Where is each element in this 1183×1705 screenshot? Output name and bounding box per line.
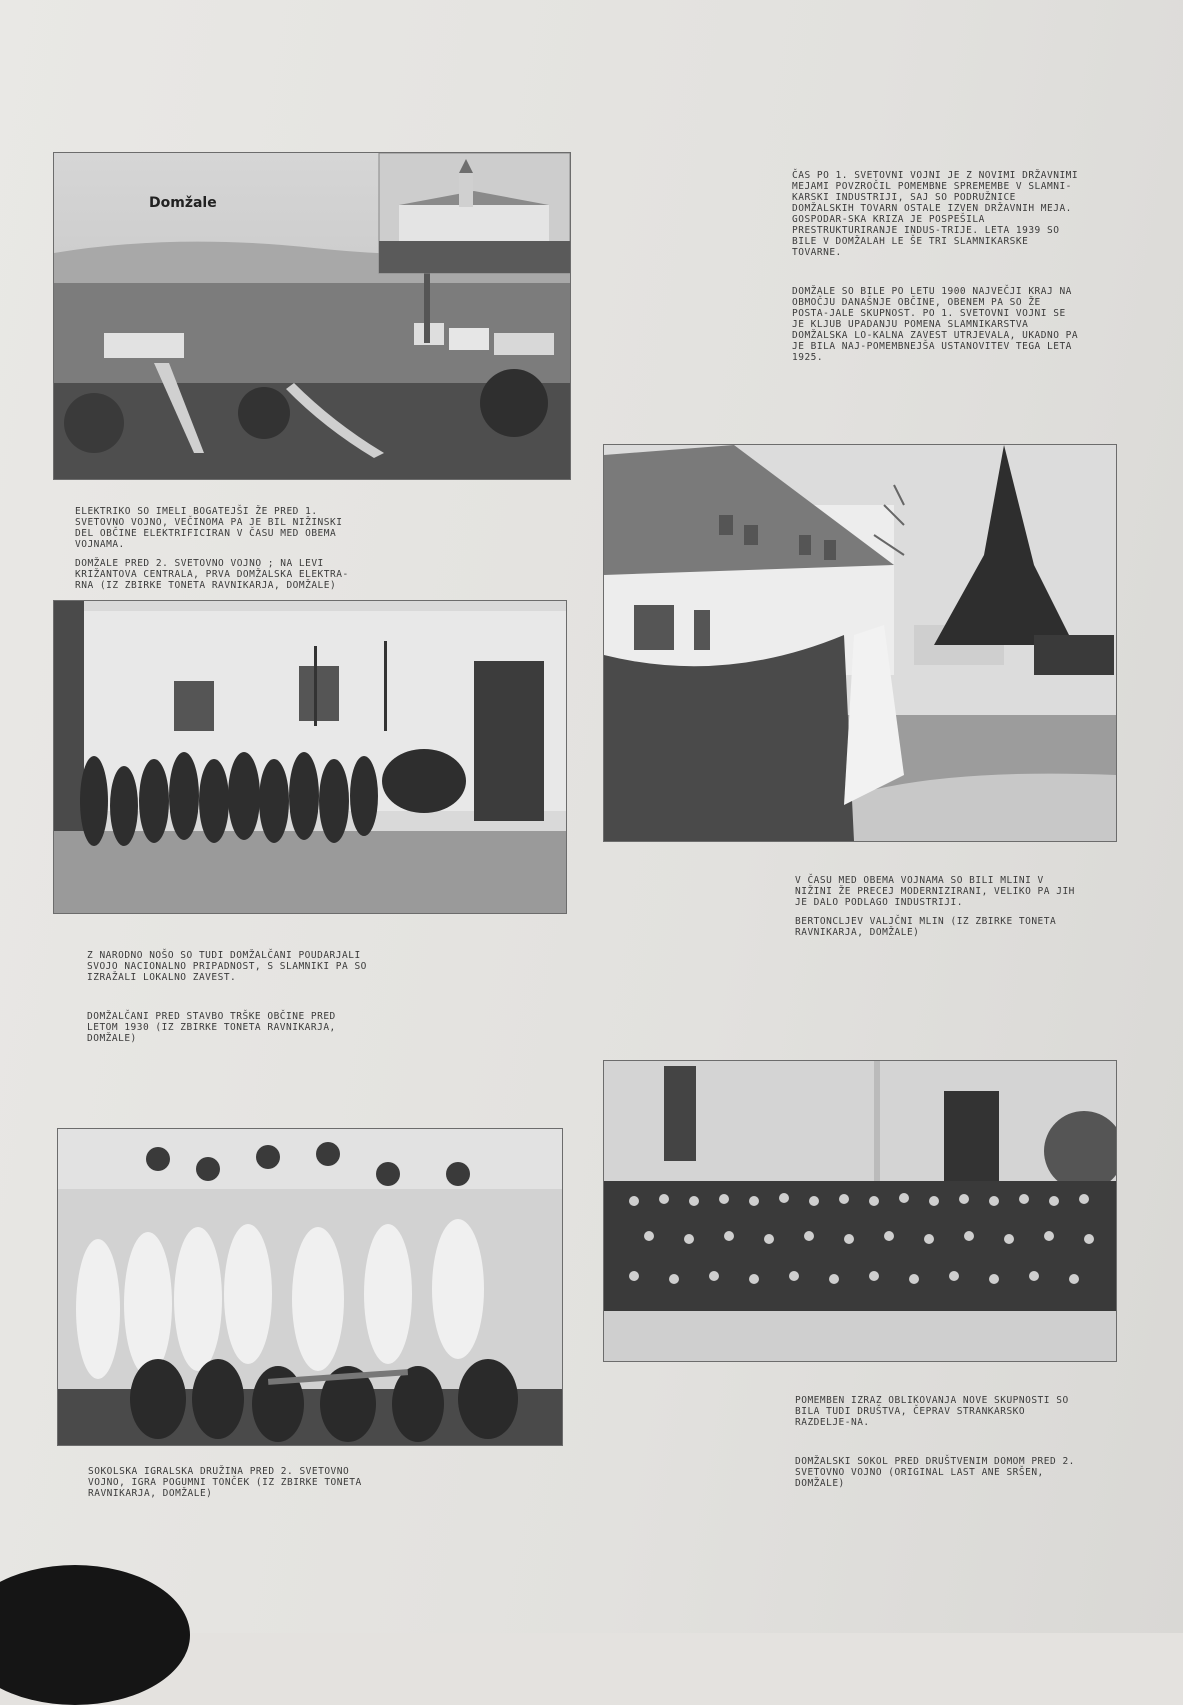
caption-top-right [792,170,1084,363]
caption-paragraph: DOMŽALČANI PRED STAVBO TRŠKE OBČINE PRED LETOM 1930 (IZ ZBIRKE TONETA RAVNIKARJA, DOMŽALE) [87,1011,336,1044]
sokol-theatre-photo [57,1128,563,1446]
caption-paragraph: BERTONCLJEV VALJČNI MLIN (IZ ZBIRKE TONETA RAVNIKARJA, DOMŽALE) [795,916,1057,938]
caption-paragraph: POMEMBEN IZRAZ OBLIKOVANJA NOVE SKUPNOSTI SO BILA TUDI DRUŠTVA, ČEPRAV STRANKARSKO RAZDELJE-NA. [795,1395,1069,1428]
caption-paragraph: DOMŽALSKI SOKOL PRED DRUŠTVENIM DOMOM PRED 2. SVETOVNO VOJNO (ORIGINAL LAST ANE SRŠEN, DOMŽALE) [795,1456,1075,1489]
domzale-panorama-photo [53,152,571,480]
caption-mills [795,875,1083,938]
caption-costume [87,950,372,1044]
caption-paragraph: V ČASU MED OBEMA VOJNAMA SO BILI MLINI V NIŽINI ŽE PRECEJ MODERNIZIRANI, VELIKO PA JIH JE DALO PODLAGO INDUSTRIJI. [795,875,1075,908]
caption-paragraph: SOKOLSKA IGRALSKA DRUŽINA PRED 2. SVETOVNO VOJNO, IGRA POGUMNI TONČEK (IZ ZBIRKE TONETA RAVNIKARJA, DOMŽALE) [88,1466,362,1499]
caption-sokol-theatre [88,1466,373,1499]
caption-societies [795,1395,1080,1489]
caption-paragraph: ELEKTRIKO SO IMELI BOGATEJŠI ŽE PRED 1. SVETOVNO VOJNO, VEČINOMA PA JE BIL NIŽINSKI DEL OBČINE ELEKTRIFICIRAN V ČASU MED OBEMA VOJNAMA. [75,506,343,550]
caption-paragraph: DOMŽALE PRED 2. SVETOVNO VOJNO ; NA LEVI KRIŽANTOVA CENTRALA, PRVA DOMŽALSKA ELEKTRA-RNA (IZ ZBIRKE TONETA RAVNIKARJA, DOMŽALE) [75,558,349,591]
caption-paragraph: Z NARODNO NOŠO SO TUDI DOMŽALČANI POUDARJALI SVOJO NACIONALNO PRIPADNOST, S SLAMNIKI PA SO IZRAŽALI LOKALNO ZAVEST. [87,950,367,983]
mill-photo [603,444,1117,842]
caption-paragraph: ČAS PO 1. SVETOVNI VOJNI JE Z NOVIMI DRŽAVNIMI MEJAMI POVZROČIL POMEMBNE SPREMEMBE V SLAMNI-KARSKI INDUSTRIJI, SAJ SO PODRUŽNICE DOMŽALSKIH TOVARN OSTALE IZVEN DRŽAVNIH MEJA. GOSPODAR-SKA KRIZA JE POSPEŠILA PRESTRUKTURIRANJE INDUS-TRIJE. LETA 1939 SO BILE V DOMŽALAH LE ŠE TRI SLAMNIKARSKE TOVARNE. [792,170,1079,258]
sokol-society-photo [603,1060,1117,1362]
caption-electricity [75,506,365,591]
national-costume-photo [53,600,567,914]
photo-title-domzale: Domžale [149,195,217,211]
corner-dark-disc [0,1565,190,1705]
caption-paragraph: DOMŽALE SO BILE PO LETU 1900 NAJVEČJI KRAJ NA OBMOČJU DANAŠNJE OBČINE, OBENEM PA SO ŽE POSTA-JALE SKUPNOST. PO 1. SVETOVNI VOJNI SE JE KLJUB UPADANJU POMENA SLAMNIKARSTVA DOMŽALSKA LO-KALNA ZAVEST UTRJEVALA, UKADNO PA JE BILA NAJ-POMEMBNEJŠA USTANOVITEV TEGA LETA 1925. [792,286,1079,363]
